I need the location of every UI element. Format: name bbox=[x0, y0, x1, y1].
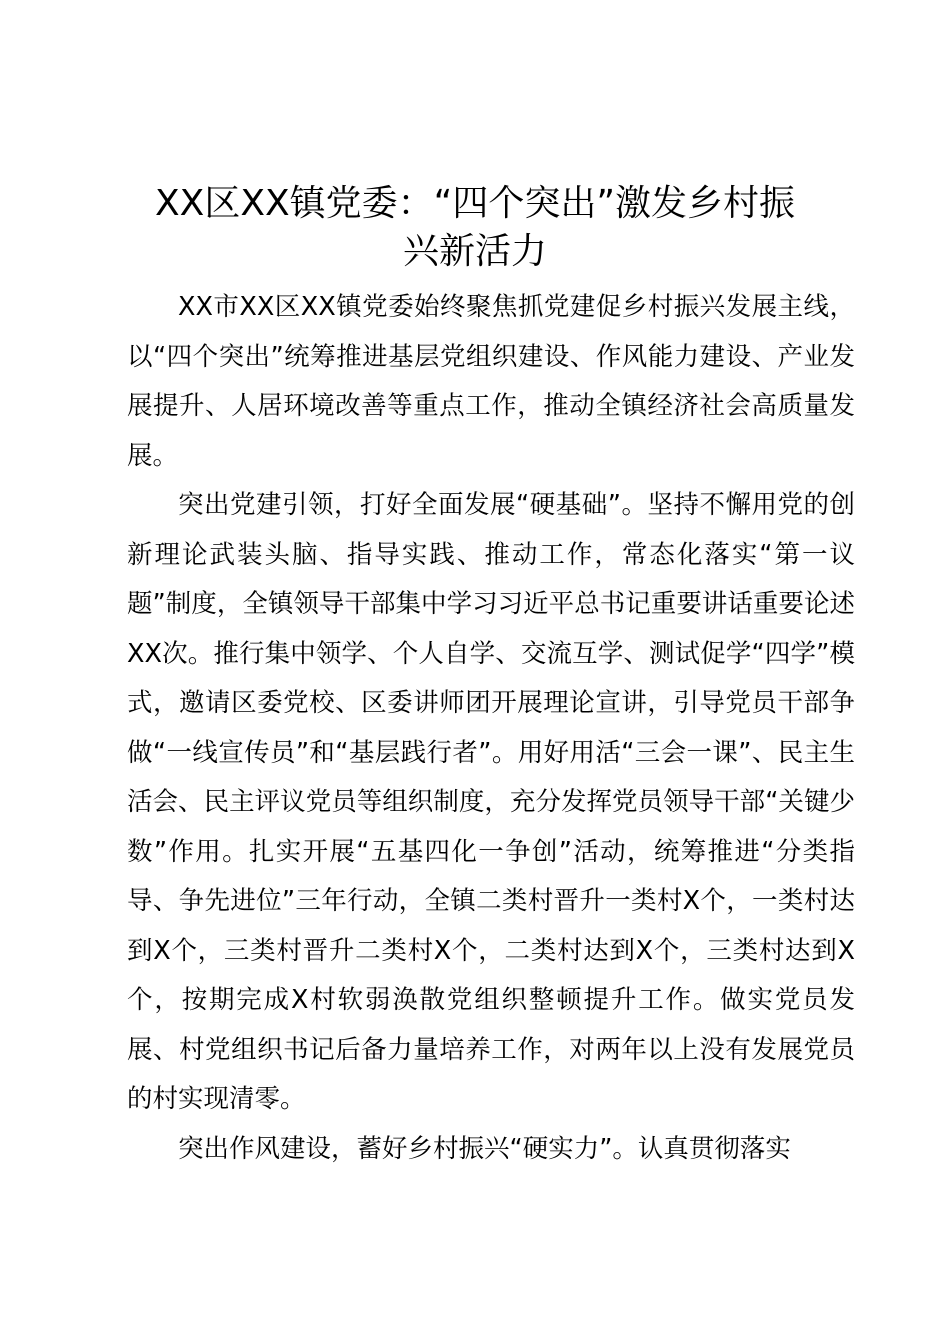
document-title bbox=[120, 180, 830, 276]
title-line-2: 兴新活力 bbox=[402, 231, 547, 272]
paragraph-work-style: 突出作风建设，蓄好乡村振兴“硬实力”。认真贯彻落实 bbox=[178, 1133, 791, 1164]
paragraph-intro: XX市XX区XX镇党委始终聚焦抓党建促乡村振兴发展主线，以“四个突出”统筹推进基层党组织建设、作风能力建设、产业发展提升、人居环境改善等重点工作，推动全镇经济社会高质量发展。 bbox=[127, 292, 855, 471]
title-line-1: XX区XX镇党委：“四个突出”激发乡村振 bbox=[155, 183, 795, 224]
document-body bbox=[127, 283, 855, 1174]
paragraph-party-building: 突出党建引领，打好全面发展“硬基础”。坚持不懈用党的创新理论武装头脑、指导实践、推动工作，常态化落实“第一议题”制度，全镇领导干部集中学习习近平总书记重要讲话重要论述XX次。推行集中领学、个人自学、交流互学、测试促学“四学”模式，邀请区委党校、区委讲师团开展理论宣讲，引导党员干部争做“一线宣传员”和“基层践行者”。用好用活“三会一课”、民主生活会、民主评议党员等组织制度，充分发挥党员领导干部“关键少数”作用。扎实开展“五基四化一争创”活动，统筹推进“分类指导、争先进位”三年行动，全镇二类村晋升一类村X个，一类村达到X个，三类村晋升二类村X个，二类村达到X个，三类村达到X个，按期完成X村软弱涣散党组织整顿提升工作。做实党员发展、村党组织书记后备力量培养工作，对两年以上没有发展党员的村实现清零。 bbox=[127, 490, 855, 1114]
